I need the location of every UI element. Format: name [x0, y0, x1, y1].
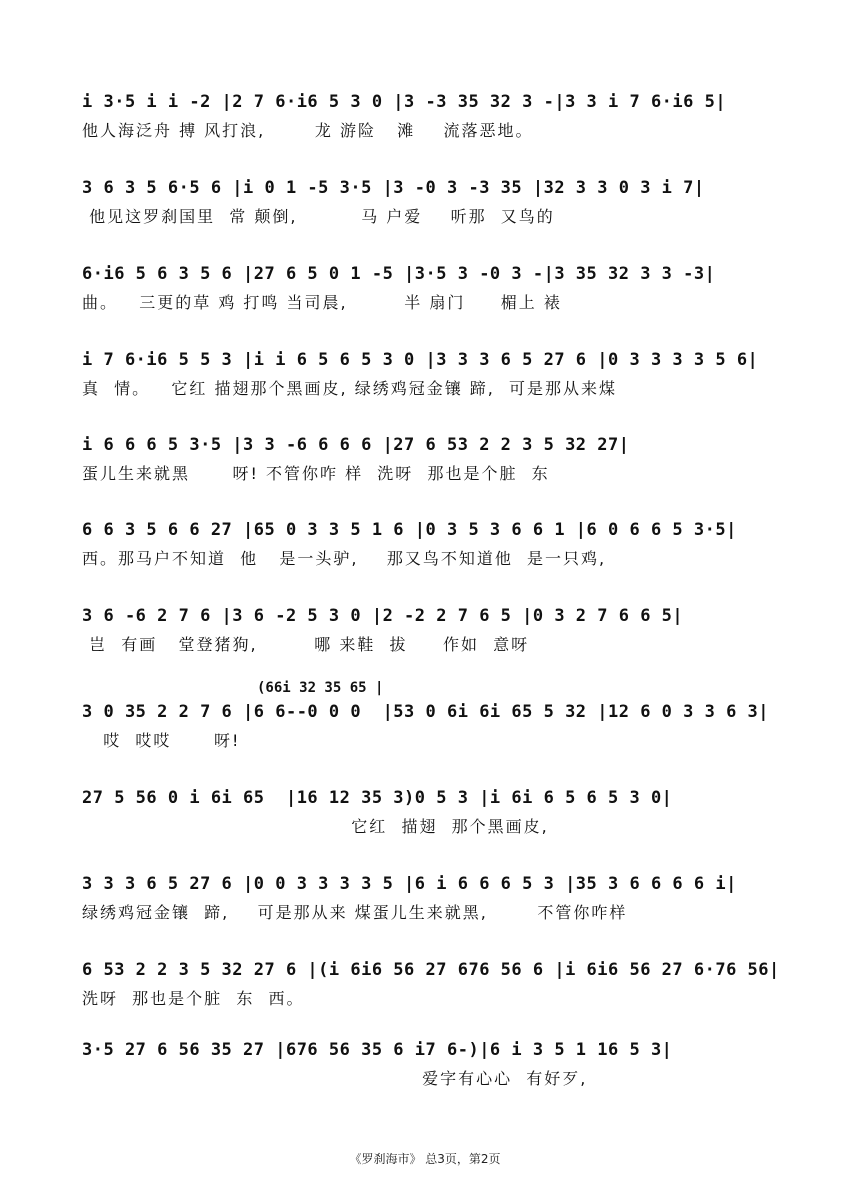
- notation-line: i 3·5 i i -2 |2 7 6·i6 5 3 0 |3 -3 35 32 3 -|3 3 i 7 6·i6 5|: [82, 92, 727, 112]
- lyrics-line: 爱字有心心 有好歹,: [82, 1069, 588, 1088]
- notation-line: 3 6 3 5 6·5 6 |i 0 1 -5 3·5 |3 -0 3 -3 35 |32 3 3 0 3 i 7|: [82, 178, 705, 198]
- notation-line: 6 53 2 2 3 5 32 27 6 |(i 6i6 56 27 676 56 6 |i 6i6 56 27 6·76 56|: [82, 960, 780, 980]
- notation-line: i 6 6 6 5 3·5 |3 3 -6 6 6 6 |27 6 53 2 2 3 5 32 27|: [82, 435, 630, 455]
- notation-line: i 7 6·i6 5 5 3 |i i 6 5 6 5 3 0 |3 3 3 6 5 27 6 |0 3 3 3 3 5 6|: [82, 350, 759, 370]
- score-system: [82, 435, 782, 495]
- notation-line: 3 0 35 2 2 7 6 |6 6--0 0 0 |53 0 6i 6i 65 5 32 |12 6 0 3 3 6 3|: [82, 702, 770, 722]
- lyrics-line: 他人海泛舟 搏 风打浪, 龙 游险 滩 流落恶地。: [82, 121, 534, 140]
- score-system: [82, 520, 782, 580]
- lyrics-line: 真 情。 它红 描翅那个黑画皮, 绿绣鸡冠金镶 蹄, 可是那从来煤: [82, 379, 618, 398]
- score-system: [82, 680, 782, 762]
- cue-notation: (66i 32 35 65 |: [257, 680, 384, 696]
- score-system: [82, 1040, 782, 1100]
- score-system: [82, 606, 782, 666]
- notation-line: 3 6 -6 2 7 6 |3 6 -2 5 3 0 |2 -2 2 7 6 5 |0 3 2 7 6 6 5|: [82, 606, 684, 626]
- score-system: [82, 788, 782, 848]
- notation-line: 27 5 56 0 i 6i 65 |16 12 35 3)0 5 3 |i 6i 6 5 6 5 3 0|: [82, 788, 673, 808]
- notation-line: 6 6 3 5 6 6 27 |65 0 3 3 5 1 6 |0 3 5 3 6 6 1 |6 0 6 6 5 3·5|: [82, 520, 737, 540]
- score-system: [82, 178, 782, 238]
- lyrics-line: 洗呀 那也是个脏 东 西。: [82, 989, 305, 1008]
- page-footer: 《罗刹海市》 总3页，第2页: [349, 1152, 501, 1166]
- notation-line: 6·i6 5 6 3 5 6 |27 6 5 0 1 -5 |3·5 3 -0 3 -|3 35 32 3 3 -3|: [82, 264, 716, 284]
- lyrics-line: 西。那马户不知道 他 是一头驴, 那又鸟不知道他 是一只鸡,: [82, 549, 607, 568]
- score-system: [82, 350, 782, 410]
- notation-line: 3·5 27 6 56 35 27 |676 56 35 6 i7 6-)|6 i 3 5 1 16 5 3|: [82, 1040, 673, 1060]
- score-system: [82, 960, 782, 1020]
- lyrics-line: 岂 有画 堂登猪狗, 哪 来鞋 拔 作如 意呀: [82, 635, 530, 654]
- lyrics-line: 它红 描翅 那个黑画皮,: [82, 817, 549, 836]
- lyrics-line: 曲。 三更的草 鸡 打鸣 当司晨, 半 扇门 楣上 裱: [82, 293, 562, 312]
- notation-line: 3 3 3 6 5 27 6 |0 0 3 3 3 3 5 |6 i 6 6 6 5 3 |35 3 6 6 6 6 i|: [82, 874, 737, 894]
- lyrics-line: 他见这罗刹国里 常 颠倒, 马 户爱 听那 又鸟的: [82, 207, 555, 226]
- score-system: [82, 874, 782, 934]
- lyrics-line: 绿绣鸡冠金镶 蹄, 可是那从来 煤蛋儿生来就黑, 不管你咋样: [82, 903, 628, 922]
- score-system: [82, 92, 782, 152]
- score-system: [82, 264, 782, 324]
- lyrics-line: 蛋儿生来就黑 呀! 不管你咋 样 洗呀 那也是个脏 东: [82, 464, 550, 483]
- lyrics-line: 哎 哎哎 呀!: [82, 731, 241, 750]
